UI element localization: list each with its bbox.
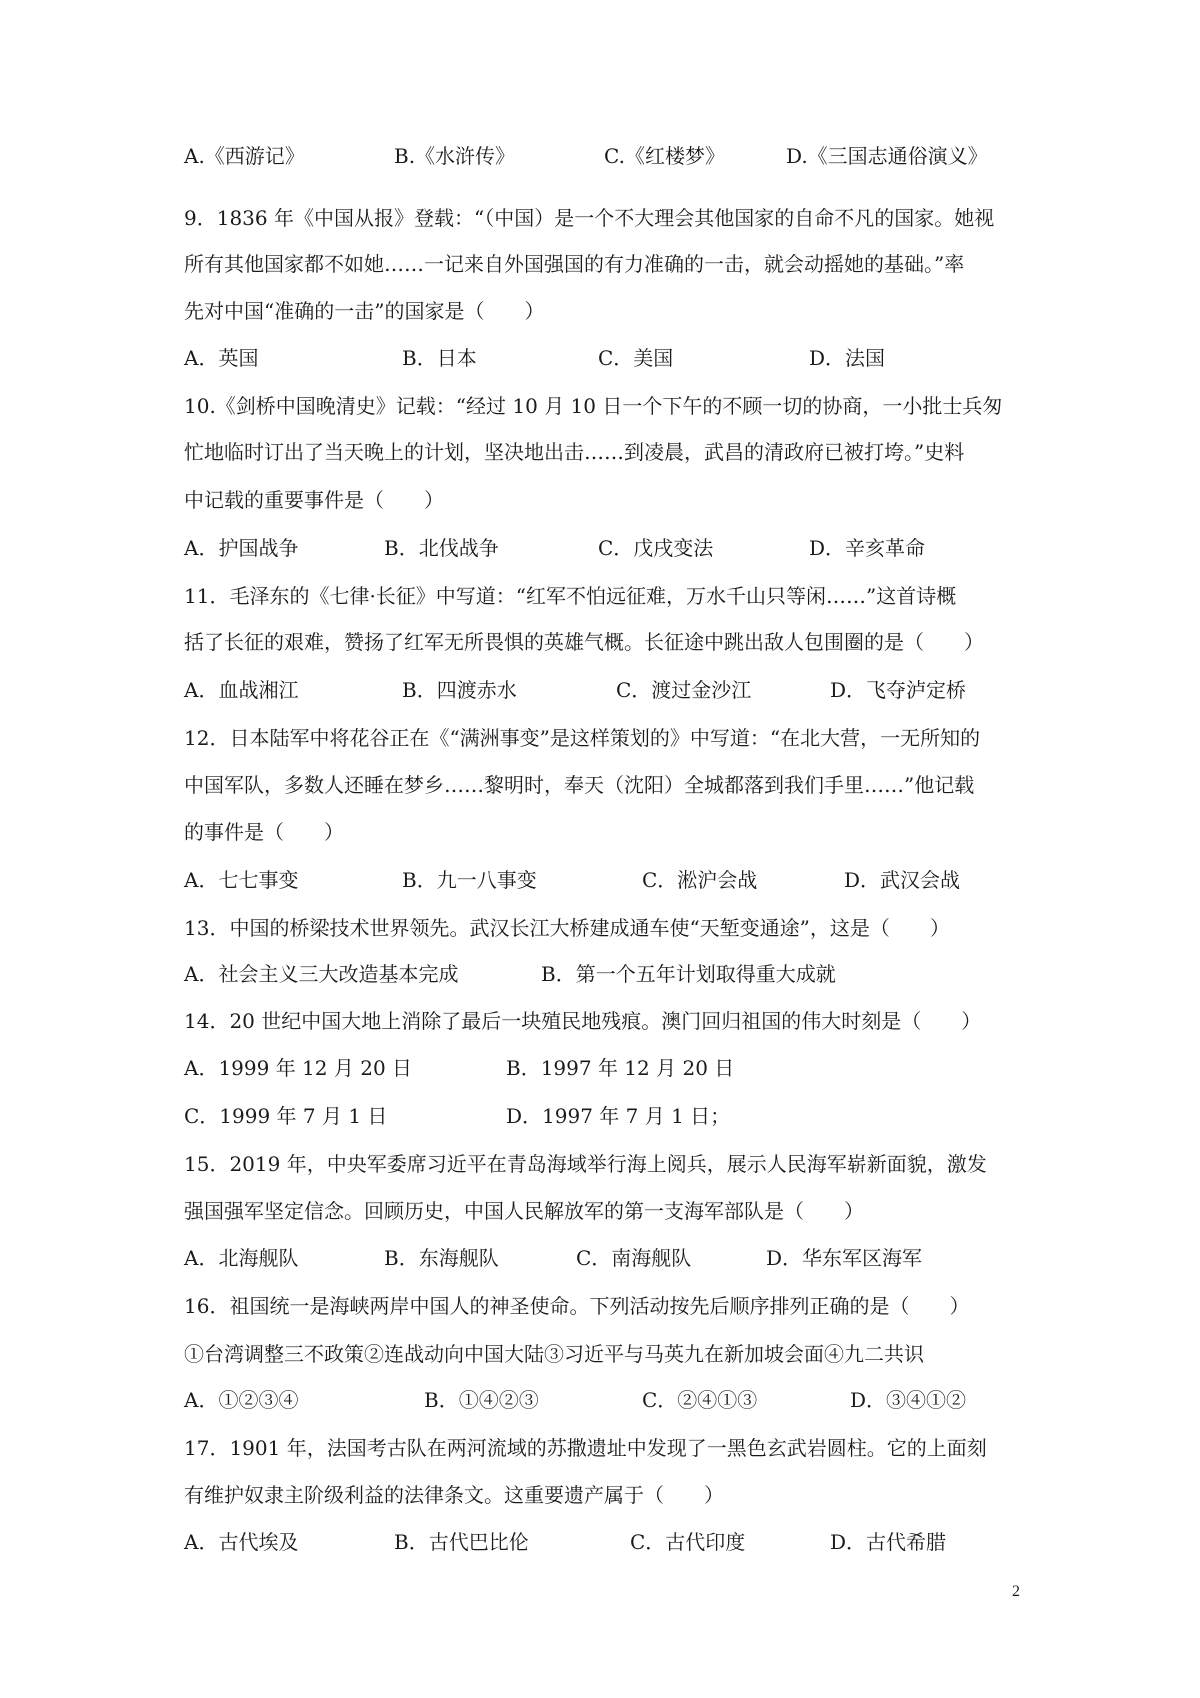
option-a: A．社会主义三大改造基本完成 bbox=[184, 962, 459, 986]
option-c: C．南海舰队 bbox=[576, 1246, 692, 1270]
option-b: B.《水浒传》 bbox=[394, 144, 516, 168]
option-b: B．四渡赤水 bbox=[402, 678, 517, 702]
option-d: D．古代希腊 bbox=[830, 1530, 947, 1554]
option-a: A．七七事变 bbox=[184, 868, 299, 892]
q17-line-2: 有维护奴隶主阶级利益的法律条文。这重要遗产属于（ ） bbox=[184, 1483, 724, 1507]
q9-line-2: 所有其他国家都不如她……一记来自外国强国的有力准确的一击，就会动摇她的基础。”率 bbox=[184, 252, 965, 276]
option-c: C．古代印度 bbox=[630, 1530, 746, 1554]
page-number: 2 bbox=[1012, 1583, 1020, 1600]
option-b: B．①④②③ bbox=[424, 1388, 539, 1412]
option-b: B．北伐战争 bbox=[384, 536, 499, 560]
option-b: B．古代巴比伦 bbox=[394, 1530, 529, 1554]
option-a: A．古代埃及 bbox=[184, 1530, 299, 1554]
q15-line-2: 强国强军坚定信念。回顾历史，中国人民解放军的第一支海军部队是（ ） bbox=[184, 1199, 864, 1223]
option-a: A.《西游记》 bbox=[184, 144, 305, 168]
q12-line-3: 的事件是（ ） bbox=[184, 820, 344, 844]
option-c: C.《红楼梦》 bbox=[604, 144, 725, 168]
q13-line-1: 13．中国的桥梁技术世界领先。武汉长江大桥建成通车使“天堑变通途”，这是（ ） bbox=[184, 916, 950, 940]
q9-line-1: 9．1836 年《中国从报》登载：“（中国）是一个不大理会其他国家的自命不凡的国家。她视 bbox=[184, 206, 995, 230]
q11-line-2: 括了长征的艰难，赞扬了红军无所畏惧的英雄气概。长征途中跳出敌人包围圈的是（ ） bbox=[184, 630, 984, 654]
q11-line-1: 11．毛泽东的《七律·长征》中写道：“红军不怕远征难，万水千山只等闲……”这首诗概 bbox=[184, 584, 957, 608]
q12-line-2: 中国军队，多数人还睡在梦乡……黎明时，奉天（沈阳）全城都落到我们手里……”他记载 bbox=[184, 773, 975, 797]
option-c: C．淞沪会战 bbox=[642, 868, 758, 892]
option-d: D．武汉会战 bbox=[844, 868, 961, 892]
option-b: B．日本 bbox=[402, 346, 477, 370]
q12-line-1: 12．日本陆军中将花谷正在《“满洲事变”是这样策划的》中写道：“在北大营，一无所知的 bbox=[184, 726, 981, 750]
option-a: A．护国战争 bbox=[184, 536, 299, 560]
option-b: B．九一八事变 bbox=[402, 868, 537, 892]
option-a: A．①②③④ bbox=[184, 1388, 299, 1412]
option-c: C．②④①③ bbox=[642, 1388, 758, 1412]
q10-line-1: 10.《剑桥中国晚清史》记载：“经过 10 月 10 日一个下午的不顾一切的协商，一小批士兵匆 bbox=[184, 394, 1003, 418]
option-d: D．1997 年 7 月 1 日； bbox=[506, 1104, 731, 1128]
q15-line-1: 15．2019 年，中央军委席习近平在青岛海域举行海上阅兵，展示人民海军崭新面貌，激发 bbox=[184, 1152, 987, 1176]
option-d: D．辛亥革命 bbox=[809, 536, 926, 560]
option-c: C．1999 年 7 月 1 日 bbox=[184, 1104, 388, 1128]
option-d: D．③④①② bbox=[850, 1388, 967, 1412]
option-b: B．东海舰队 bbox=[384, 1246, 499, 1270]
q9-line-3: 先对中国“准确的一击”的国家是（ ） bbox=[184, 299, 545, 323]
option-a: A．1999 年 12 月 20 日 bbox=[184, 1056, 413, 1080]
option-b: B．第一个五年计划取得重大成就 bbox=[541, 962, 836, 986]
option-c: C．戊戌变法 bbox=[598, 536, 714, 560]
option-a: A．北海舰队 bbox=[184, 1246, 299, 1270]
q10-line-2: 忙地临时订出了当天晚上的计划，坚决地出击……到凌晨，武昌的清政府已被打垮。”史料 bbox=[184, 440, 965, 464]
option-d: D.《三国志通俗演义》 bbox=[786, 144, 988, 168]
option-a: A．英国 bbox=[184, 346, 259, 370]
option-c: C．渡过金沙江 bbox=[616, 678, 752, 702]
option-c: C．美国 bbox=[598, 346, 674, 370]
option-d: D．法国 bbox=[809, 346, 886, 370]
q14-line-1: 14．20 世纪中国大地上消除了最后一块殖民地残痕。澳门回归祖国的伟大时刻是（ ） bbox=[184, 1009, 982, 1033]
option-a: A．血战湘江 bbox=[184, 678, 299, 702]
option-d: D．华东军区海军 bbox=[766, 1246, 923, 1270]
q17-line-1: 17．1901 年，法国考古队在两河流域的苏撒遗址中发现了一黑色玄武岩圆柱。它的上面刻 bbox=[184, 1436, 987, 1460]
q16-line-2: ①台湾调整三不政策②连战动向中国大陆③习近平与马英九在新加坡会面④九二共识 bbox=[184, 1342, 924, 1366]
option-d: D．飞夺泸定桥 bbox=[830, 678, 967, 702]
q10-line-3: 中记载的重要事件是（ ） bbox=[184, 488, 444, 512]
q16-line-1: 16．祖国统一是海峡两岸中国人的神圣使命。下列活动按先后顺序排列正确的是（ ） bbox=[184, 1294, 970, 1318]
option-b: B．1997 年 12 月 20 日 bbox=[506, 1056, 735, 1080]
